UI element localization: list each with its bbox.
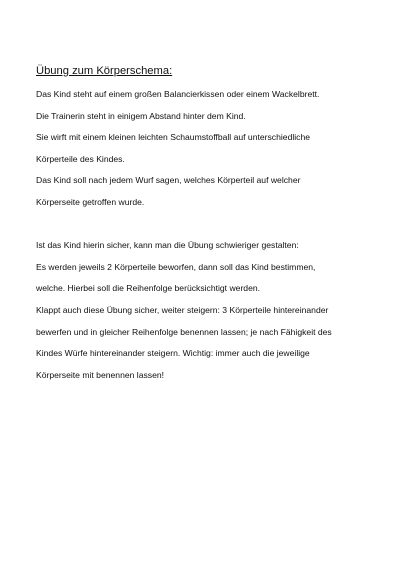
text-line: Das Kind soll nach jedem Wurf sagen, welches Körperteil auf welcher (36, 175, 301, 186)
text-line: Kindes Würfe hintereinander steigern. Wichtig: immer auch die jeweilige (36, 348, 310, 359)
text-line: Klappt auch diese Übung sicher, weiter steigern: 3 Körperteile hintereinander (36, 304, 329, 315)
text-line: Sie wirft mit einem kleinen leichten Schaumstoffball auf unterschiedliche (36, 132, 311, 143)
text-line: Körperseite getroffen wurde. (36, 196, 145, 207)
text-line: Körperteile des Kindes. (36, 153, 125, 164)
text-line: welche. Hierbei soll die Reihenfolge berücksichtigt werden. (36, 283, 261, 294)
text-line: Das Kind steht auf einem großen Balancierkissen oder einem Wackelbrett. (36, 89, 320, 99)
text-line: Die Trainerin steht in einigem Abstand hinter dem Kind. (36, 110, 246, 121)
document-body (36, 64, 376, 386)
text-line: Körperseite mit benennen lassen! (36, 369, 165, 380)
document-title: Übung zum Körperschema: (36, 65, 173, 77)
paragraph-gap (36, 214, 376, 236)
text-line: bewerfen und in gleicher Reihenfolge benennen lassen; je nach Fähigkeit des (36, 326, 332, 337)
text-line: Ist das Kind hierin sicher, kann man die Übung schwieriger gestalten: (36, 240, 299, 251)
text-line: Es werden jeweils 2 Körperteile beworfen, dann soll das Kind bestimmen, (36, 261, 316, 272)
